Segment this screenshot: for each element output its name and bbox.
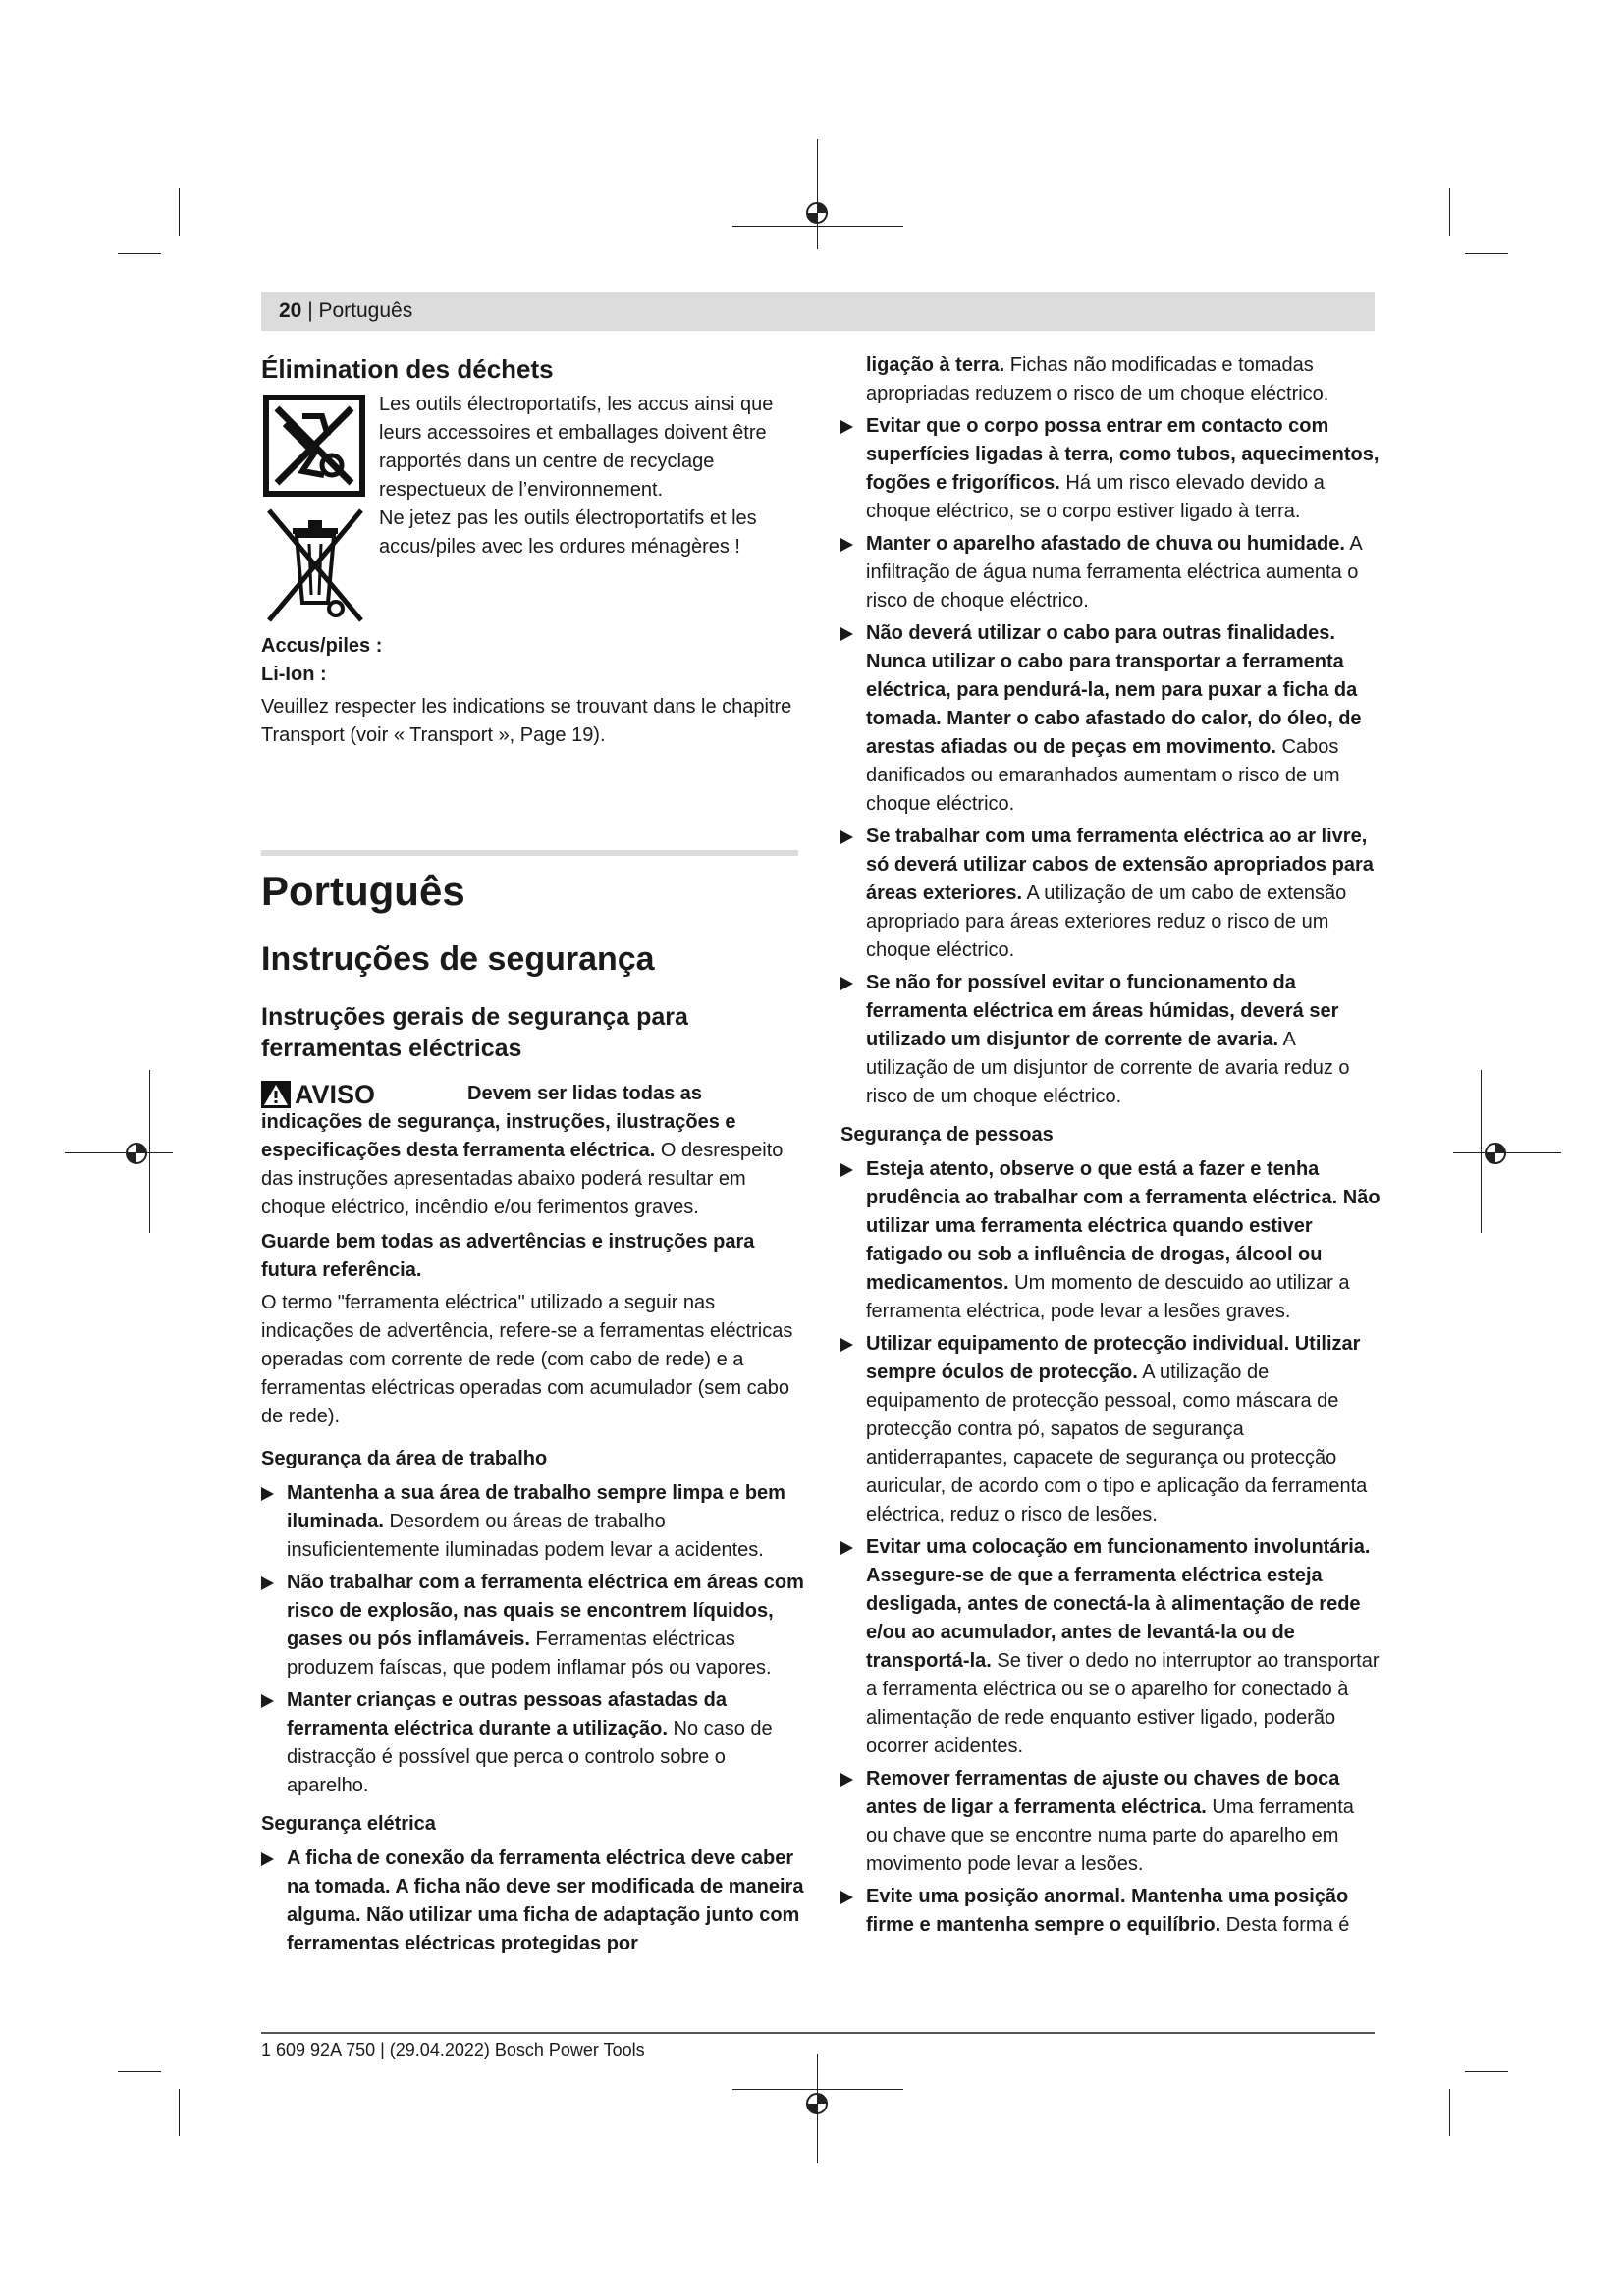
right-column bbox=[840, 351, 1380, 1940]
item-bold: Manter crianças e outras pessoas afastadas da ferramenta eléctrica durante a utilização. bbox=[287, 1689, 727, 1739]
item-text: No caso de distracção é possível que perca o controlo sobre o aparelho. bbox=[287, 1718, 773, 1796]
list-item bbox=[261, 1479, 806, 1565]
bullet-icon bbox=[840, 830, 853, 844]
registration-mark-icon bbox=[802, 198, 832, 228]
item-text: A infiltração de água numa ferramenta eléctrica aumenta o risco de choque eléctrico. bbox=[866, 533, 1362, 612]
list-item bbox=[261, 1844, 806, 1958]
item-bold: Não trabalhar com a ferramenta eléctrica em áreas com risco de explosão, nas quais se encontrem líquidos, gases ou pós inflamáveis. bbox=[287, 1572, 804, 1650]
accus-label: Accus/piles : bbox=[261, 635, 383, 657]
item-bold: Remover ferramentas de ajuste ou chaves de boca antes de ligar a ferramenta eléctrica. bbox=[866, 1768, 1340, 1818]
bullet-icon bbox=[840, 1773, 853, 1787]
list-item bbox=[840, 1330, 1380, 1529]
list-item bbox=[840, 823, 1380, 965]
crop-mark bbox=[1449, 188, 1450, 236]
item-bold: A ficha de conexão da ferramenta eléctrica deve caber na tomada. A ficha não deve ser modificada de maneira alguma. Não utilizar uma ficha de adaptação junto com ferramentas eléctricas protegidas por bbox=[287, 1847, 804, 1954]
continued-text bbox=[840, 351, 1380, 408]
item-text: Há um risco elevado devido a choque eléctrico, se o corpo estiver ligado à terra. bbox=[866, 472, 1325, 522]
crop-mark bbox=[118, 2071, 161, 2072]
liion-text: Veuillez respecter les indications se trouvant dans le chapitre Transport (voir « Transport », Page 19). bbox=[261, 696, 792, 746]
registration-mark-icon bbox=[1481, 1139, 1510, 1168]
list-item bbox=[840, 412, 1380, 526]
crop-mark bbox=[179, 2089, 180, 2136]
safety-title: Instruções de segurança bbox=[261, 940, 655, 978]
item-text: Desordem ou áreas de trabalho insuficientemente iluminadas podem levar a acidentes. bbox=[287, 1511, 764, 1561]
item-text: Desta forma é bbox=[1225, 1914, 1350, 1936]
bullet-icon bbox=[840, 420, 853, 434]
general-safety-title: Instruções gerais de segurança para ferramentas eléctricas bbox=[261, 1003, 688, 1062]
bullet-icon bbox=[840, 1163, 853, 1177]
item-text: Uma ferramenta ou chave que se encontre numa parte do aparelho em movimento pode levar a lesões. bbox=[866, 1796, 1354, 1875]
disposal-block bbox=[261, 391, 796, 628]
registration-line bbox=[817, 139, 818, 249]
registration-line bbox=[65, 1152, 173, 1153]
liion-label: Li-Ion : bbox=[261, 664, 327, 685]
warning-block bbox=[261, 1080, 806, 1222]
list-item bbox=[840, 619, 1380, 819]
item-bold: Evite uma posição anormal. Mantenha uma posição firme e mantenha sempre o equilíbrio. bbox=[866, 1886, 1349, 1936]
item-bold: Evitar que o corpo possa entrar em contacto com superfícies ligadas à terra, como tubos, aquecimentos, fogões e frigoríficos. bbox=[866, 415, 1380, 494]
electric-list bbox=[840, 412, 1380, 1111]
crop-mark bbox=[1449, 2089, 1450, 2136]
list-item bbox=[261, 1686, 806, 1800]
crop-mark bbox=[118, 253, 161, 254]
keep-instructions-text: Guarde bem todas as advertências e instruções para futura referência. bbox=[261, 1231, 755, 1281]
item-bold: Se não for possível evitar o funcionamento da ferramenta eléctrica em áreas húmidas, deverá ser utilizado um disjuntor de corrente de avaria. bbox=[866, 972, 1339, 1050]
bullet-icon bbox=[261, 1852, 274, 1866]
crop-mark bbox=[179, 188, 180, 236]
item-text: Cabos danificados ou emaranhados aumentam o risco de um choque eléctrico. bbox=[866, 736, 1340, 815]
work-area-list bbox=[261, 1479, 806, 1800]
footer-rule bbox=[261, 2032, 1375, 2034]
crop-mark bbox=[1465, 2071, 1508, 2072]
page-footer: 1 609 92A 750 | (29.04.2022) Bosch Power Tools bbox=[261, 2040, 645, 2059]
language-title: Português bbox=[261, 868, 465, 914]
warning-normal-text: O desrespeito das instruções apresentadas abaixo poderá resultar em choque eléctrico, incêndio e/ou ferimentos graves. bbox=[261, 1140, 784, 1218]
item-bold: Não deverá utilizar o cabo para outras finalidades. Nunca utilizar o cabo para transportar a ferramenta eléctrica, para pendurá-la, nem para puxar a ficha da tomada. Manter o cabo afastado do calor, do óleo, de arestas afiadas ou de peças em movimento. bbox=[866, 622, 1362, 758]
disposal-text-2: Ne jetez pas les outils électroportatifs et les accus/piles avec les ordures ménagères ! bbox=[379, 507, 757, 558]
bullet-icon bbox=[840, 1891, 853, 1904]
item-bold: Se trabalhar com uma ferramenta eléctrica ao ar livre, só deverá utilizar cabos de extensão apropriados para áreas exteriores. bbox=[866, 826, 1374, 904]
disposal-title: Élimination des déchets bbox=[261, 354, 554, 384]
item-bold: Utilizar equipamento de protecção individual. Utilizar sempre óculos de protecção. bbox=[866, 1333, 1361, 1383]
page-number: 20 bbox=[279, 299, 302, 322]
item-bold: Manter o aparelho afastado de chuva ou humidade. bbox=[866, 533, 1345, 555]
item-text: A utilização de equipamento de protecção pessoal, como máscara de protecção contra pó, sapatos de segurança antiderrapantes, capacete de segurança ou protecção auricular, de acordo com o tipo e aplicação da ferramenta eléctrica, reduz o risco de lesões. bbox=[866, 1362, 1368, 1525]
bullet-icon bbox=[261, 1694, 274, 1708]
people-list bbox=[840, 1155, 1380, 1940]
page-header bbox=[261, 292, 1375, 331]
crossed-bin-icon bbox=[263, 507, 367, 624]
item-bold: ligação à terra. bbox=[866, 354, 1005, 376]
warning-label bbox=[261, 1080, 375, 1109]
bullet-icon bbox=[840, 1541, 853, 1555]
term-definition-text: O termo "ferramenta eléctrica" utilizado a seguir nas indicações de advertência, refere-se a ferramentas eléctricas operadas com corrente de rede (com cabo de rede) e a ferramentas eléctricas operadas com acumulador (sem cabo de rede). bbox=[261, 1292, 793, 1427]
left-column bbox=[261, 353, 796, 750]
list-item bbox=[840, 530, 1380, 615]
no-waste-bin-icon bbox=[263, 395, 365, 497]
list-item bbox=[840, 1765, 1380, 1879]
item-text: Ferramentas eléctricas produzem faíscas, que podem inflamar pós ou vapores. bbox=[287, 1629, 772, 1679]
bullet-icon bbox=[840, 627, 853, 641]
item-bold: Esteja atento, observe o que está a fazer e tenha prudência ao trabalhar com a ferramenta eléctrica. Não utilizar uma ferramenta eléctrica quando estiver fatigado ou sob a influência de drogas, álcool ou medicamentos. bbox=[866, 1158, 1380, 1294]
registration-mark-icon bbox=[802, 2089, 832, 2118]
list-item bbox=[840, 1533, 1380, 1761]
item-text: Fichas não modificadas e tomadas apropriadas reduzem o risco de um choque eléctrico. bbox=[866, 354, 1329, 404]
item-text: A utilização de um cabo de extensão apropriado para áreas exteriores reduz o risco de um choque eléctrico. bbox=[866, 882, 1347, 961]
item-text: A utilização de um disjuntor de corrente de avaria reduz o risco de um choque eléctrico. bbox=[866, 1029, 1350, 1107]
header-language: Português bbox=[318, 299, 413, 322]
crop-mark bbox=[1465, 253, 1508, 254]
registration-mark-icon bbox=[122, 1139, 151, 1168]
list-item bbox=[840, 1155, 1380, 1326]
bullet-icon bbox=[261, 1576, 274, 1590]
warning-triangle-icon bbox=[261, 1081, 291, 1108]
bullet-icon bbox=[840, 1338, 853, 1352]
left-column-lower bbox=[261, 864, 806, 1958]
people-safety-title: Segurança de pessoas bbox=[840, 1124, 1054, 1146]
list-item bbox=[840, 969, 1380, 1111]
item-text: Um momento de descuido ao utilizar a ferramenta eléctrica, pode levar a lesões graves. bbox=[866, 1272, 1350, 1322]
section-divider bbox=[261, 850, 798, 856]
header-separator: | bbox=[301, 299, 319, 322]
list-item bbox=[261, 1569, 806, 1682]
warning-bold-text: Devem ser lidas todas as indicações de segurança, instruções, ilustrações e especificações desta ferramenta eléctrica. bbox=[261, 1083, 736, 1161]
bullet-icon bbox=[840, 538, 853, 552]
bullet-icon bbox=[261, 1487, 274, 1501]
item-bold: Evitar uma colocação em funcionamento involuntária. Assegure-se de que a ferramenta eléctrica esteja desligada, antes de conectá-la à alimentação de rede e/ou ao acumulador, antes de levantá-la ou de transportá-la. bbox=[866, 1536, 1371, 1672]
bullet-icon bbox=[840, 977, 853, 990]
list-item bbox=[840, 1883, 1380, 1940]
item-bold: Mantenha a sua área de trabalho sempre limpa e bem iluminada. bbox=[287, 1482, 785, 1532]
warning-word: AVISO bbox=[295, 1079, 376, 1109]
electric-safety-title: Segurança elétrica bbox=[261, 1813, 436, 1835]
work-area-title: Segurança da área de trabalho bbox=[261, 1448, 548, 1469]
item-text: Se tiver o dedo no interruptor ao transportar a ferramenta eléctrica ou se o aparelho for conectado à alimentação de rede enquanto estiver ligado, poderão ocorrer acidentes. bbox=[866, 1650, 1380, 1757]
disposal-text-1: Les outils électroportatifs, les accus ainsi que leurs accessoires et emballages doivent être rapportés dans un centre de recyclage respectueux de l’environnement. bbox=[379, 394, 774, 501]
